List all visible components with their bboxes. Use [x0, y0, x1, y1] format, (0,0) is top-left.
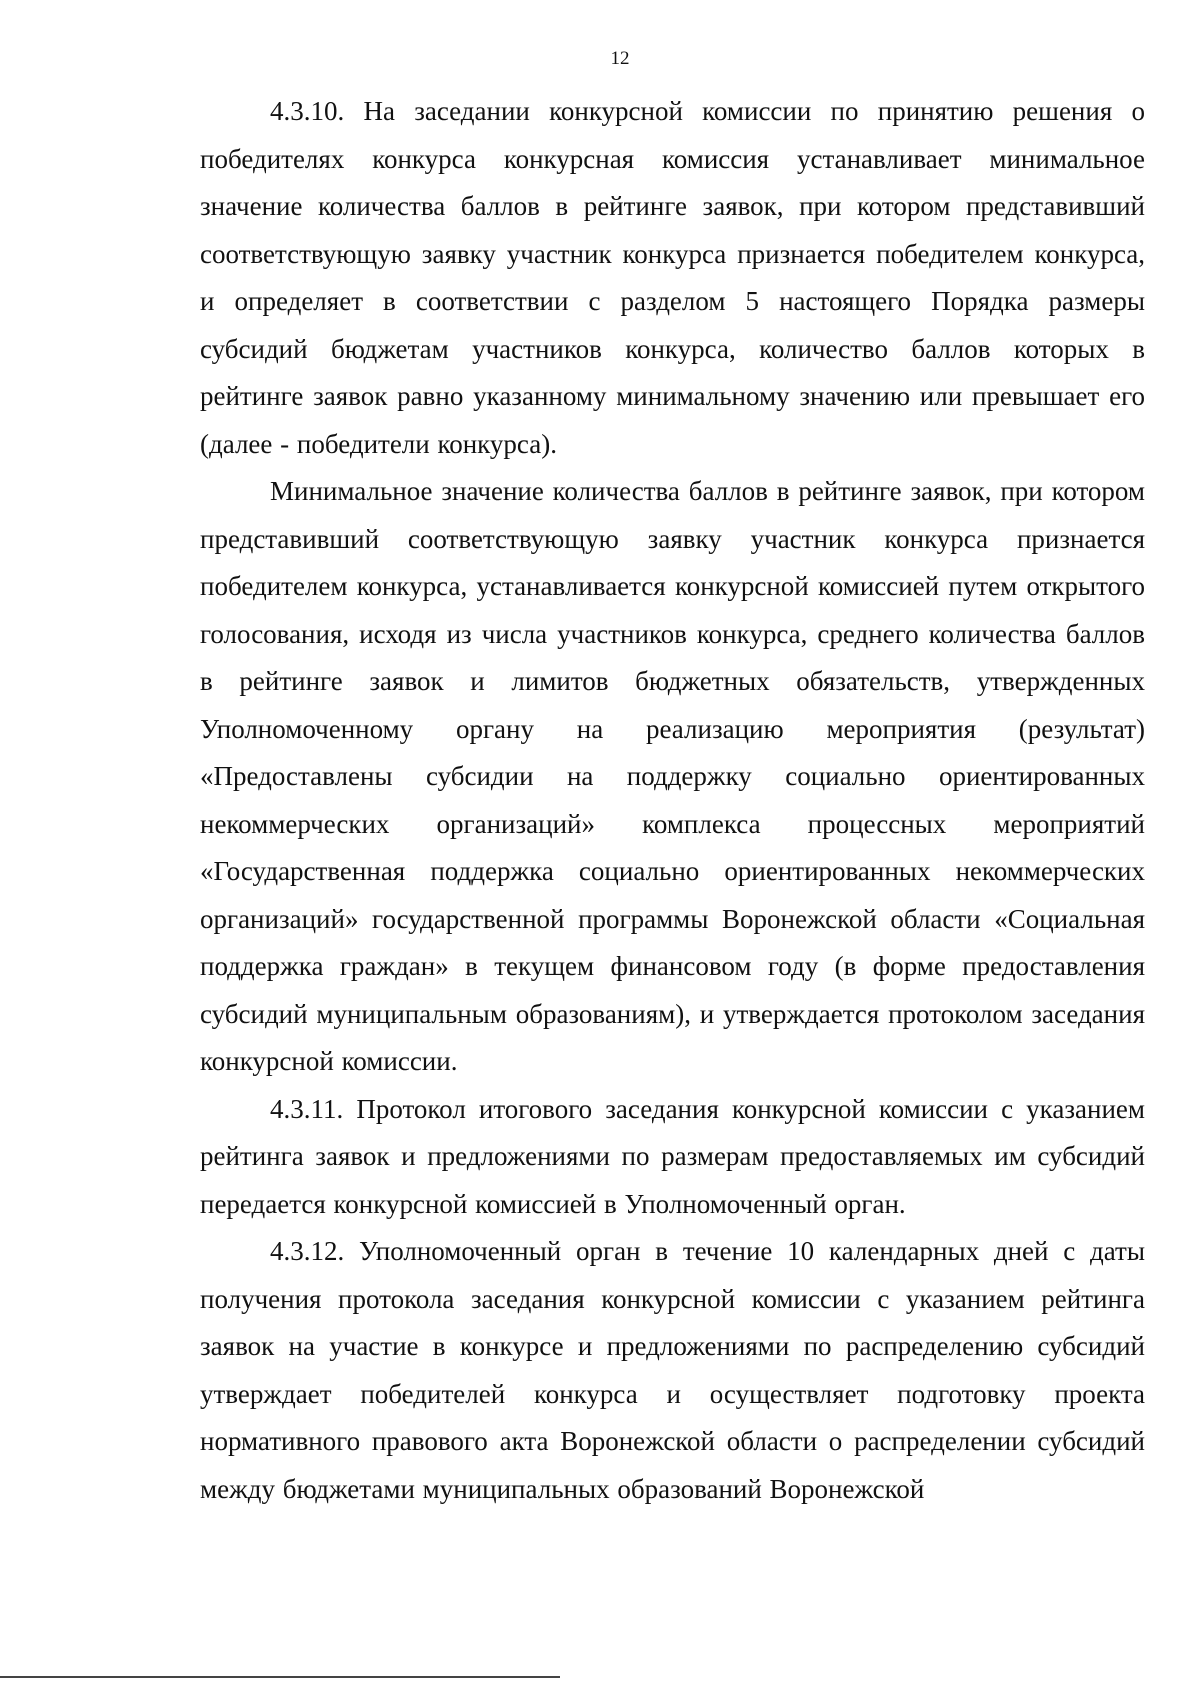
paragraph-min-score: Минимальное значение количества баллов в рейтинге заявок, при котором представивший соответствующую заявку участник конкурса признается победителем конкурса, устанавливается конкурсной комиссией путем открытого голосования, исходя из числа участников конкурса, среднего количества баллов в рейтинге заявок и лимитов бюджетных обязательств, утвержденных Уполномоченному органу на реализацию мероприятия (результат) «Предоставлены субсидии на поддержку социально ориентированных некоммерческих организаций» комплекса процессных мероприятий «Государственная поддержка социально ориентированных некоммерческих организаций» государственной программы Воронежской области «Социальная поддержка граждан» в текущем финансовом году (в форме предоставления субсидий муниципальным образованиям), и утверждается протоколом заседания конкурсной комиссии. — [200, 476, 1145, 1076]
paragraph-4-3-10: 4.3.10. На заседании конкурсной комиссии по принятию решения о победителях конкурса конкурсная комиссия устанавливает минимальное значение количества баллов в рейтинге заявок, при котором представивший соответствующую заявку участник конкурса признается победителем конкурса, и определяет в соответствии с разделом 5 настоящего Порядка размеры субсидий бюджетам участников конкурса, количество баллов которых в рейтинге заявок равно указанному минимальному значению или превышает его (далее - победители конкурса). — [200, 96, 1145, 459]
paragraph-4-3-11: 4.3.11. Протокол итогового заседания конкурсной комиссии с указанием рейтинга заявок и предложениями по размерам предоставляемых им субсидий передается конкурсной комиссией в Уполномоченный орган. — [200, 1093, 1145, 1219]
bottom-rule — [0, 1676, 560, 1678]
document-body — [200, 88, 1145, 1513]
paragraph-4-3-12: 4.3.12. Уполномоченный орган в течение 10 календарных дней с даты получения протокола заседания конкурсной комиссии с указанием рейтинга заявок на участие в конкурсе и предложениями по распределению субсидий утверждает победителей конкурса и осуществляет подготовку проекта нормативного правового акта Воронежской области о распределении субсидий между бюджетами муниципальных образований Воронежской — [200, 1236, 1145, 1504]
page-number: 12 — [610, 48, 630, 69]
